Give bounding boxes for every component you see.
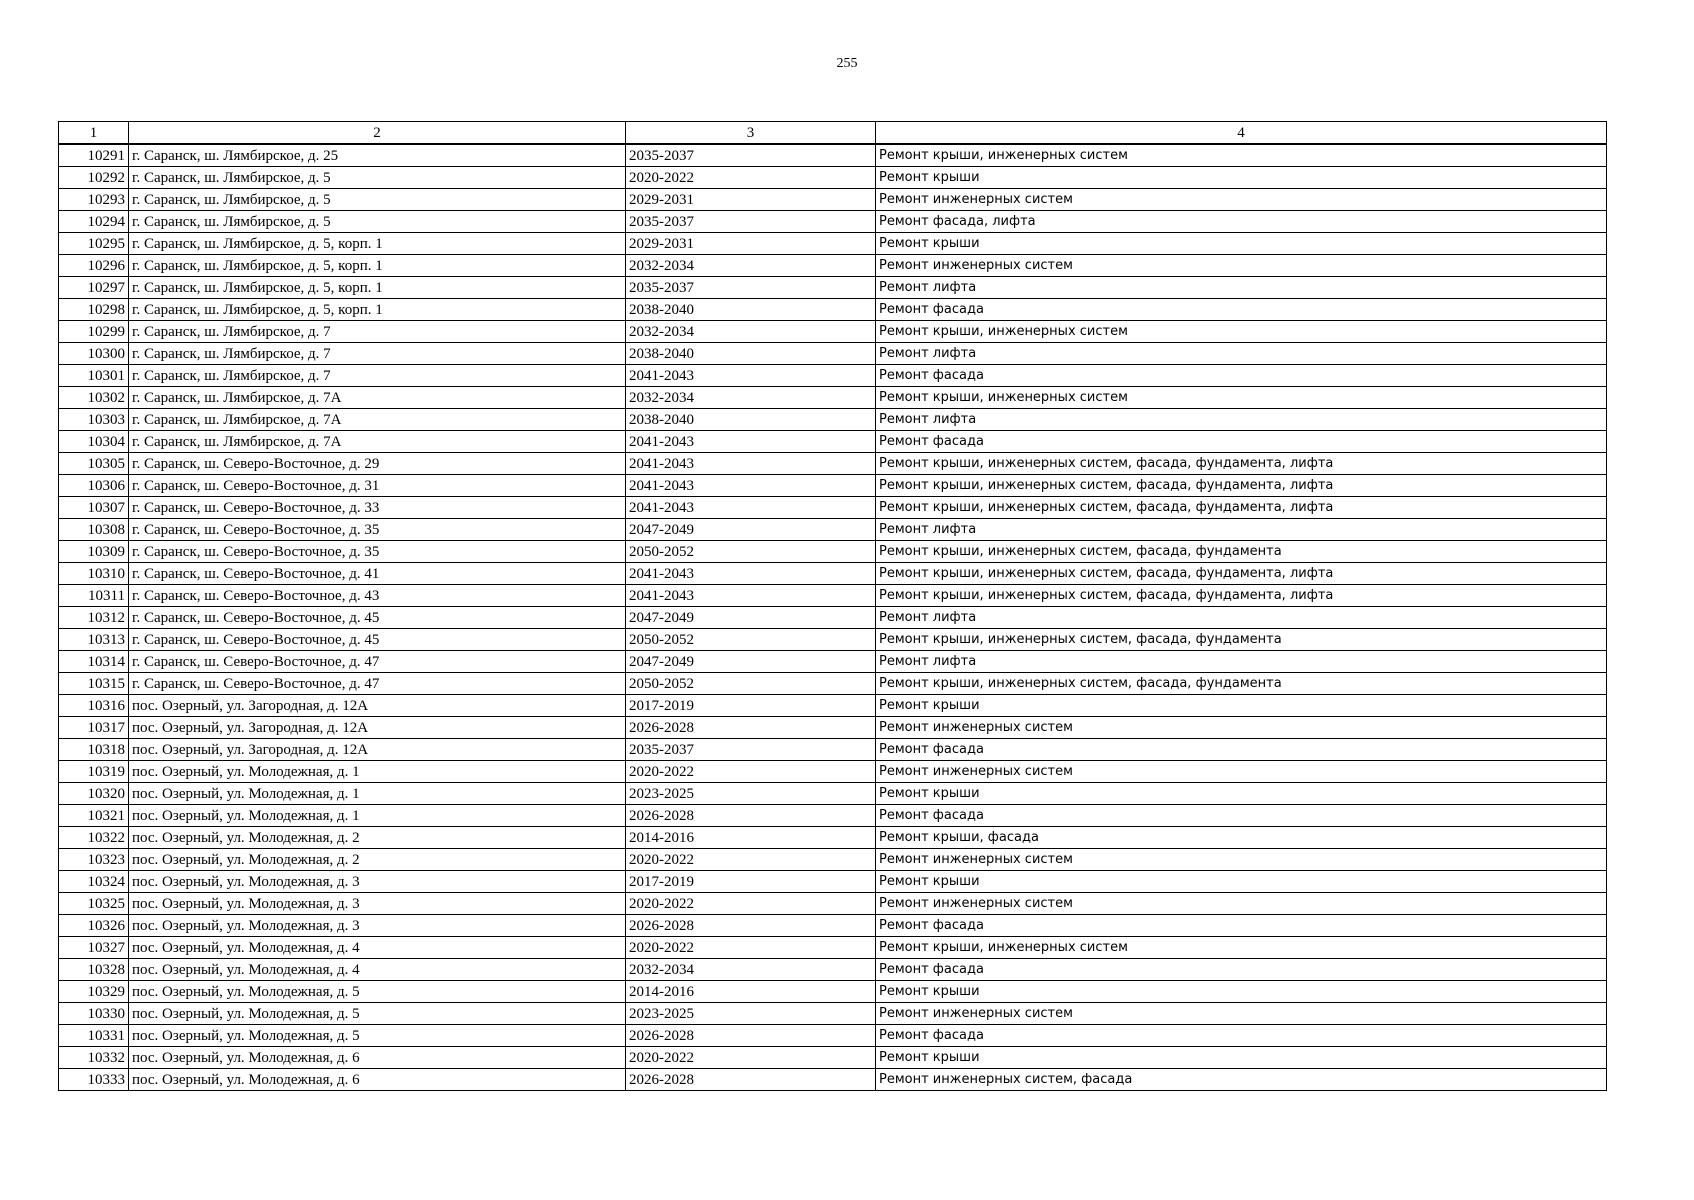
table-row [59,981,1607,1003]
period-cell: 2029-2031 [626,233,876,255]
period-cell: 2047-2049 [626,519,876,541]
work-type-cell: Ремонт крыши [876,167,1607,189]
table-row [59,409,1607,431]
row-number-cell: 10301 [59,365,129,387]
table-row [59,255,1607,277]
row-number-cell: 10331 [59,1025,129,1047]
period-cell: 2041-2043 [626,563,876,585]
row-number-cell: 10320 [59,783,129,805]
period-cell: 2020-2022 [626,893,876,915]
period-cell: 2050-2052 [626,673,876,695]
column-header-1: 1 [59,122,129,145]
table-row [59,431,1607,453]
table-row [59,761,1607,783]
table-row [59,299,1607,321]
period-cell: 2047-2049 [626,651,876,673]
table-row [59,365,1607,387]
row-number-cell: 10306 [59,475,129,497]
work-type-cell: Ремонт крыши, фасада [876,827,1607,849]
address-cell: г. Саранск, ш. Северо-Восточное, д. 31 [129,475,626,497]
work-type-cell: Ремонт лифта [876,343,1607,365]
work-type-cell: Ремонт крыши, инженерных систем [876,144,1607,167]
row-number-cell: 10318 [59,739,129,761]
table-row [59,959,1607,981]
table-row [59,211,1607,233]
period-cell: 2020-2022 [626,849,876,871]
table-row [59,585,1607,607]
table-row [59,343,1607,365]
address-cell: пос. Озерный, ул. Молодежная, д. 4 [129,937,626,959]
address-cell: г. Саранск, ш. Северо-Восточное, д. 35 [129,519,626,541]
table-row [59,629,1607,651]
work-type-cell: Ремонт инженерных систем [876,761,1607,783]
table-row [59,1047,1607,1069]
table-row [59,893,1607,915]
work-type-cell: Ремонт фасада [876,915,1607,937]
address-cell: г. Саранск, ш. Северо-Восточное, д. 29 [129,453,626,475]
address-cell: пос. Озерный, ул. Молодежная, д. 6 [129,1047,626,1069]
address-cell: пос. Озерный, ул. Молодежная, д. 4 [129,959,626,981]
work-type-cell: Ремонт крыши [876,1047,1607,1069]
row-number-cell: 10332 [59,1047,129,1069]
period-cell: 2041-2043 [626,431,876,453]
table-row [59,541,1607,563]
address-cell: пос. Озерный, ул. Загородная, д. 12А [129,717,626,739]
period-cell: 2020-2022 [626,167,876,189]
address-cell: г. Саранск, ш. Лямбирское, д. 7 [129,365,626,387]
work-type-cell: Ремонт инженерных систем, фасада [876,1069,1607,1091]
address-cell: г. Саранск, ш. Северо-Восточное, д. 47 [129,673,626,695]
work-type-cell: Ремонт крыши, инженерных систем, фасада, фундамента [876,629,1607,651]
period-cell: 2020-2022 [626,937,876,959]
period-cell: 2035-2037 [626,144,876,167]
work-type-cell: Ремонт крыши, инженерных систем [876,937,1607,959]
period-cell: 2038-2040 [626,299,876,321]
work-type-cell: Ремонт крыши, инженерных систем [876,321,1607,343]
table-row [59,233,1607,255]
work-type-cell: Ремонт фасада [876,365,1607,387]
work-type-cell: Ремонт инженерных систем [876,717,1607,739]
address-cell: пос. Озерный, ул. Загородная, д. 12А [129,739,626,761]
address-cell: г. Саранск, ш. Лямбирское, д. 7 [129,321,626,343]
work-type-cell: Ремонт крыши, инженерных систем, фасада, фундамента [876,541,1607,563]
work-type-cell: Ремонт крыши, инженерных систем, фасада, фундамента, лифта [876,585,1607,607]
row-number-cell: 10312 [59,607,129,629]
table-row [59,387,1607,409]
work-type-cell: Ремонт инженерных систем [876,849,1607,871]
column-header-4: 4 [876,122,1607,145]
work-type-cell: Ремонт крыши [876,783,1607,805]
period-cell: 2035-2037 [626,277,876,299]
address-cell: г. Саранск, ш. Лямбирское, д. 5 [129,189,626,211]
address-cell: пос. Озерный, ул. Молодежная, д. 1 [129,783,626,805]
work-type-cell: Ремонт фасада [876,959,1607,981]
period-cell: 2023-2025 [626,783,876,805]
work-type-cell: Ремонт крыши [876,871,1607,893]
table-row [59,607,1607,629]
row-number-cell: 10299 [59,321,129,343]
row-number-cell: 10326 [59,915,129,937]
work-type-cell: Ремонт лифта [876,651,1607,673]
address-cell: пос. Озерный, ул. Молодежная, д. 3 [129,915,626,937]
repair-schedule-table [58,121,1607,1091]
period-cell: 2014-2016 [626,981,876,1003]
address-cell: пос. Озерный, ул. Молодежная, д. 3 [129,871,626,893]
work-type-cell: Ремонт лифта [876,409,1607,431]
period-cell: 2047-2049 [626,607,876,629]
table-row [59,827,1607,849]
address-cell: г. Саранск, ш. Лямбирское, д. 25 [129,144,626,167]
row-number-cell: 10305 [59,453,129,475]
row-number-cell: 10297 [59,277,129,299]
work-type-cell: Ремонт крыши [876,233,1607,255]
address-cell: г. Саранск, ш. Северо-Восточное, д. 45 [129,607,626,629]
table-row [59,717,1607,739]
row-number-cell: 10333 [59,1069,129,1091]
address-cell: пос. Озерный, ул. Молодежная, д. 5 [129,1003,626,1025]
table-row [59,321,1607,343]
table-row [59,739,1607,761]
table-row [59,1025,1607,1047]
row-number-cell: 10319 [59,761,129,783]
row-number-cell: 10322 [59,827,129,849]
work-type-cell: Ремонт лифта [876,519,1607,541]
address-cell: г. Саранск, ш. Северо-Восточное, д. 45 [129,629,626,651]
page-number: 255 [836,56,858,71]
period-cell: 2038-2040 [626,343,876,365]
table-row [59,167,1607,189]
period-cell: 2020-2022 [626,761,876,783]
period-cell: 2026-2028 [626,717,876,739]
period-cell: 2038-2040 [626,409,876,431]
table-row [59,144,1607,167]
table-header [59,122,1607,145]
row-number-cell: 10315 [59,673,129,695]
work-type-cell: Ремонт крыши [876,981,1607,1003]
table-row [59,453,1607,475]
address-cell: г. Саранск, ш. Лямбирское, д. 5, корп. 1 [129,277,626,299]
row-number-cell: 10292 [59,167,129,189]
table-row [59,695,1607,717]
row-number-cell: 10311 [59,585,129,607]
column-header-3: 3 [626,122,876,145]
table-row [59,1069,1607,1091]
address-cell: пос. Озерный, ул. Молодежная, д. 2 [129,827,626,849]
table-row [59,277,1607,299]
period-cell: 2014-2016 [626,827,876,849]
work-type-cell: Ремонт лифта [876,277,1607,299]
work-type-cell: Ремонт инженерных систем [876,189,1607,211]
table-row [59,519,1607,541]
row-number-cell: 10310 [59,563,129,585]
address-cell: пос. Озерный, ул. Молодежная, д. 1 [129,805,626,827]
period-cell: 2035-2037 [626,211,876,233]
address-cell: г. Саранск, ш. Лямбирское, д. 5 [129,211,626,233]
table-row [59,849,1607,871]
row-number-cell: 10308 [59,519,129,541]
address-cell: г. Саранск, ш. Лямбирское, д. 7А [129,409,626,431]
period-cell: 2026-2028 [626,1025,876,1047]
work-type-cell: Ремонт фасада [876,1025,1607,1047]
row-number-cell: 10325 [59,893,129,915]
address-cell: г. Саранск, ш. Лямбирское, д. 5, корп. 1 [129,255,626,277]
address-cell: г. Саранск, ш. Северо-Восточное, д. 33 [129,497,626,519]
work-type-cell: Ремонт крыши [876,695,1607,717]
address-cell: пос. Озерный, ул. Молодежная, д. 5 [129,1025,626,1047]
row-number-cell: 10300 [59,343,129,365]
column-header-2: 2 [129,122,626,145]
address-cell: пос. Озерный, ул. Молодежная, д. 3 [129,893,626,915]
table-row [59,189,1607,211]
row-number-cell: 10304 [59,431,129,453]
period-cell: 2041-2043 [626,365,876,387]
address-cell: г. Саранск, ш. Северо-Восточное, д. 41 [129,563,626,585]
address-cell: г. Саранск, ш. Лямбирское, д. 7А [129,387,626,409]
table-row [59,915,1607,937]
row-number-cell: 10293 [59,189,129,211]
row-number-cell: 10291 [59,144,129,167]
table-row [59,805,1607,827]
row-number-cell: 10309 [59,541,129,563]
table-row [59,871,1607,893]
work-type-cell: Ремонт крыши, инженерных систем [876,387,1607,409]
table-row [59,937,1607,959]
address-cell: г. Саранск, ш. Лямбирское, д. 7 [129,343,626,365]
work-type-cell: Ремонт фасада [876,431,1607,453]
row-number-cell: 10295 [59,233,129,255]
period-cell: 2032-2034 [626,321,876,343]
work-type-cell: Ремонт крыши, инженерных систем, фасада, фундамента, лифта [876,475,1607,497]
work-type-cell: Ремонт лифта [876,607,1607,629]
row-number-cell: 10314 [59,651,129,673]
work-type-cell: Ремонт фасада [876,739,1607,761]
period-cell: 2035-2037 [626,739,876,761]
address-cell: г. Саранск, ш. Северо-Восточное, д. 43 [129,585,626,607]
row-number-cell: 10329 [59,981,129,1003]
address-cell: г. Саранск, ш. Лямбирское, д. 5, корп. 1 [129,299,626,321]
row-number-cell: 10321 [59,805,129,827]
period-cell: 2020-2022 [626,1047,876,1069]
period-cell: 2017-2019 [626,695,876,717]
work-type-cell: Ремонт инженерных систем [876,255,1607,277]
period-cell: 2017-2019 [626,871,876,893]
header-row [59,122,1607,145]
address-cell: пос. Озерный, ул. Загородная, д. 12А [129,695,626,717]
table-row [59,497,1607,519]
row-number-cell: 10328 [59,959,129,981]
work-type-cell: Ремонт крыши, инженерных систем, фасада, фундамента [876,673,1607,695]
period-cell: 2050-2052 [626,629,876,651]
period-cell: 2032-2034 [626,387,876,409]
table-row [59,673,1607,695]
row-number-cell: 10317 [59,717,129,739]
row-number-cell: 10302 [59,387,129,409]
work-type-cell: Ремонт крыши, инженерных систем, фасада, фундамента, лифта [876,497,1607,519]
address-cell: пос. Озерный, ул. Молодежная, д. 2 [129,849,626,871]
table-row [59,651,1607,673]
address-cell: пос. Озерный, ул. Молодежная, д. 5 [129,981,626,1003]
period-cell: 2041-2043 [626,585,876,607]
period-cell: 2032-2034 [626,959,876,981]
period-cell: 2041-2043 [626,497,876,519]
work-type-cell: Ремонт инженерных систем [876,1003,1607,1025]
period-cell: 2041-2043 [626,453,876,475]
work-type-cell: Ремонт крыши, инженерных систем, фасада, фундамента, лифта [876,563,1607,585]
period-cell: 2050-2052 [626,541,876,563]
table-row [59,783,1607,805]
row-number-cell: 10327 [59,937,129,959]
table-row [59,475,1607,497]
row-number-cell: 10316 [59,695,129,717]
period-cell: 2026-2028 [626,1069,876,1091]
work-type-cell: Ремонт фасада, лифта [876,211,1607,233]
row-number-cell: 10307 [59,497,129,519]
address-cell: пос. Озерный, ул. Молодежная, д. 1 [129,761,626,783]
address-cell: пос. Озерный, ул. Молодежная, д. 6 [129,1069,626,1091]
period-cell: 2026-2028 [626,915,876,937]
period-cell: 2029-2031 [626,189,876,211]
row-number-cell: 10323 [59,849,129,871]
address-cell: г. Саранск, ш. Северо-Восточное, д. 47 [129,651,626,673]
row-number-cell: 10296 [59,255,129,277]
row-number-cell: 10298 [59,299,129,321]
row-number-cell: 10324 [59,871,129,893]
table-body [59,144,1607,1091]
work-type-cell: Ремонт инженерных систем [876,893,1607,915]
work-type-cell: Ремонт фасада [876,299,1607,321]
period-cell: 2032-2034 [626,255,876,277]
row-number-cell: 10303 [59,409,129,431]
address-cell: г. Саранск, ш. Лямбирское, д. 5, корп. 1 [129,233,626,255]
row-number-cell: 10294 [59,211,129,233]
work-type-cell: Ремонт фасада [876,805,1607,827]
address-cell: г. Саранск, ш. Северо-Восточное, д. 35 [129,541,626,563]
table-row [59,1003,1607,1025]
address-cell: г. Саранск, ш. Лямбирское, д. 5 [129,167,626,189]
table-row [59,563,1607,585]
row-number-cell: 10330 [59,1003,129,1025]
period-cell: 2026-2028 [626,805,876,827]
row-number-cell: 10313 [59,629,129,651]
address-cell: г. Саранск, ш. Лямбирское, д. 7А [129,431,626,453]
period-cell: 2041-2043 [626,475,876,497]
period-cell: 2023-2025 [626,1003,876,1025]
work-type-cell: Ремонт крыши, инженерных систем, фасада, фундамента, лифта [876,453,1607,475]
